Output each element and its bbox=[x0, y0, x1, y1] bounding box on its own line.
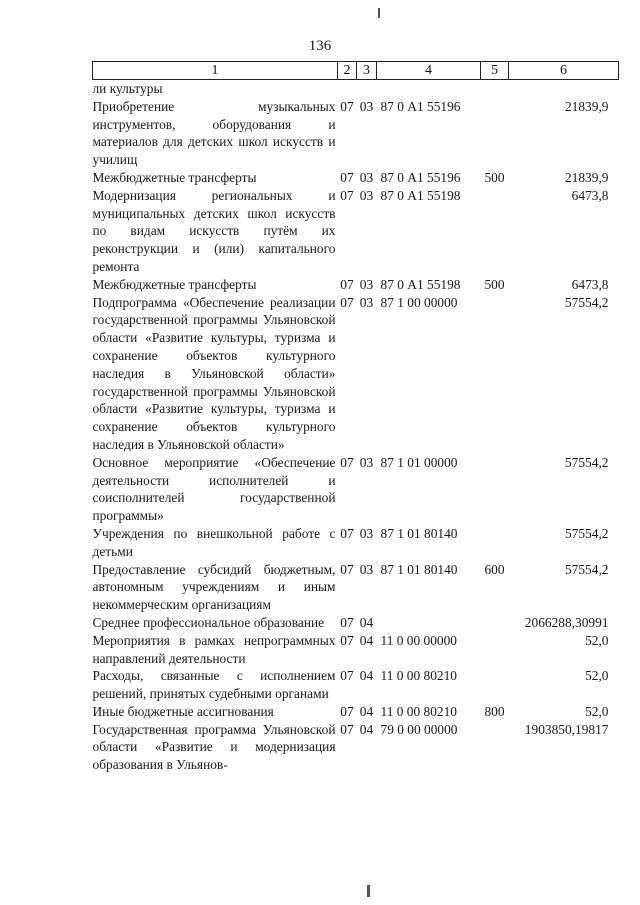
cell-amount: 57554,2 bbox=[564, 294, 609, 310]
table-row bbox=[93, 561, 619, 614]
cell-subsection: 04 bbox=[359, 632, 374, 648]
table-row bbox=[93, 98, 619, 169]
column-header-expense-type: 5 bbox=[481, 62, 509, 80]
cell-section: 07 bbox=[340, 98, 354, 114]
cell-amount: 6473,8 bbox=[571, 276, 609, 292]
cell-section: 07 bbox=[340, 614, 354, 630]
cell-amount: 52,0 bbox=[585, 703, 609, 719]
cell-amount: 2066288,30991 bbox=[524, 614, 609, 630]
cell-target-article: 87 0 А1 55196 bbox=[380, 169, 461, 185]
cell-target-article: 87 1 01 00000 bbox=[380, 454, 458, 470]
cell-expense-type: 800 bbox=[484, 703, 505, 719]
column-header-subsection: 3 bbox=[357, 62, 377, 80]
cell-subsection: 03 bbox=[359, 525, 374, 541]
cell-subsection: 03 bbox=[359, 454, 374, 470]
column-header-name: 1 bbox=[93, 62, 338, 80]
cell-target-article: 87 1 01 80140 bbox=[380, 525, 458, 541]
column-header-target-article: 4 bbox=[377, 62, 481, 80]
cell-subsection: 03 bbox=[359, 98, 374, 114]
cell-expense-type bbox=[481, 667, 509, 703]
cell-amount: 21839,9 bbox=[564, 169, 609, 185]
table-row bbox=[93, 276, 619, 294]
cell-expense-type bbox=[481, 80, 509, 98]
cell-target-article: 11 0 00 80210 bbox=[380, 668, 457, 684]
cell-section: 07 bbox=[340, 721, 354, 737]
cell-subsection bbox=[357, 80, 377, 98]
cell-amount bbox=[509, 80, 619, 98]
page-number: 136 bbox=[308, 38, 332, 54]
cell-subsection: 03 bbox=[359, 561, 374, 577]
cell-amount: 57554,2 bbox=[564, 561, 609, 577]
cell-section: 07 bbox=[340, 668, 354, 684]
scan-mark-top bbox=[378, 8, 380, 18]
cell-amount: 6473,8 bbox=[571, 187, 609, 203]
table-row bbox=[93, 632, 619, 668]
cell-amount: 52,0 bbox=[585, 632, 609, 648]
cell-section: 07 bbox=[340, 561, 354, 577]
cell-subsection: 04 bbox=[359, 703, 374, 719]
cell-section: 07 bbox=[340, 525, 354, 541]
cell-name: Иные бюджетные ассигнования bbox=[92, 703, 274, 719]
table-row bbox=[93, 667, 619, 703]
cell-amount: 1903850,19817 bbox=[524, 721, 609, 737]
cell-expense-type bbox=[481, 632, 509, 668]
cell-subsection: 03 bbox=[359, 276, 374, 292]
cell-subsection: 03 bbox=[359, 187, 374, 203]
cell-name: Среднее профессиональное образование bbox=[92, 614, 325, 630]
cell-target-article: 79 0 00 00000 bbox=[380, 721, 458, 737]
table-row bbox=[93, 169, 619, 187]
cell-target-article: 87 0 А1 55198 bbox=[380, 276, 461, 292]
cell-section: 07 bbox=[340, 454, 354, 470]
cell-name: Межбюджетные трансферты bbox=[92, 276, 257, 292]
scan-mark-bottom bbox=[367, 885, 370, 897]
cell-expense-type bbox=[481, 98, 509, 169]
cell-section: 07 bbox=[340, 294, 354, 310]
cell-name: Учреждения по внешкольной работе с детьми bbox=[92, 525, 336, 559]
cell-section: 07 bbox=[340, 276, 354, 292]
cell-name: ли культуры bbox=[92, 81, 163, 96]
cell-name: Государственная программа Ульяновской области «Развитие и модернизация образования в Ульянов- bbox=[92, 721, 336, 773]
cell-name: Предоставление субсидий бюджетным, автономным учреждениям и иным некоммерческим организациям bbox=[92, 561, 336, 613]
cell-target-article: 11 0 00 80210 bbox=[380, 703, 457, 719]
table-row bbox=[93, 187, 619, 276]
table-row bbox=[93, 703, 619, 721]
column-header-section: 2 bbox=[338, 62, 357, 80]
cell-expense-type bbox=[481, 721, 509, 774]
cell-amount: 21839,9 bbox=[564, 98, 609, 114]
cell-name: Межбюджетные трансферты bbox=[92, 169, 257, 185]
cell-expense-type bbox=[481, 614, 509, 632]
table-row bbox=[93, 294, 619, 454]
cell-target-article bbox=[377, 80, 481, 98]
cell-amount: 57554,2 bbox=[564, 454, 609, 470]
column-header-amount: 6 bbox=[509, 62, 619, 80]
cell-expense-type bbox=[481, 187, 509, 276]
cell-expense-type bbox=[481, 454, 509, 525]
cell-target-article: 87 0 А1 55198 bbox=[380, 187, 461, 203]
cell-name: Подпрограмма «Обеспечение реализации государственной программы Ульяновской области «Развитие культуры, туризма и сохранение объектов культурного наследия в Ульяновской области» государственной программы Ульяновской области «Развитие культуры, туризма и сохранение объектов культурного наследия в Ульяновской области» bbox=[92, 294, 336, 452]
cell-target-article: 87 1 01 80140 bbox=[380, 561, 458, 577]
cell-subsection: 03 bbox=[359, 169, 374, 185]
cell-subsection: 04 bbox=[359, 614, 374, 630]
cell-subsection: 03 bbox=[359, 294, 374, 310]
cell-target-article: 87 1 00 00000 bbox=[380, 294, 458, 310]
cell-name: Модернизация региональных и муниципальных детских школ искусств по видам искусств путём их реконструкции и (или) капитального ремонта bbox=[92, 187, 336, 274]
cell-section: 07 bbox=[340, 703, 354, 719]
table-row bbox=[93, 614, 619, 632]
cell-section: 07 bbox=[340, 169, 354, 185]
cell-expense-type: 600 bbox=[484, 561, 505, 577]
budget-table bbox=[92, 61, 619, 774]
cell-subsection: 04 bbox=[359, 668, 374, 684]
cell-section: 07 bbox=[340, 187, 354, 203]
table-body bbox=[93, 80, 619, 775]
cell-name: Расходы, связанные с исполнением решений, принятых судебными органами bbox=[92, 668, 336, 702]
cell-name: Основное мероприятие «Обеспечение деятельности исполнителей и соисполнителей государственной программы» bbox=[92, 454, 336, 524]
table-row bbox=[93, 525, 619, 561]
cell-expense-type bbox=[481, 294, 509, 454]
table-header-row bbox=[93, 62, 619, 80]
cell-target-article bbox=[377, 614, 481, 632]
cell-section: 07 bbox=[340, 632, 354, 648]
cell-name: Приобретение музыкальных инструментов, оборудования и материалов для детских школ искусств и училищ bbox=[92, 98, 336, 168]
cell-amount: 52,0 bbox=[585, 668, 609, 684]
cell-expense-type: 500 bbox=[484, 276, 505, 292]
table-row bbox=[93, 80, 619, 98]
table-row bbox=[93, 721, 619, 774]
table-row bbox=[93, 454, 619, 525]
cell-section bbox=[338, 80, 357, 98]
cell-name: Мероприятия в рамках непрограммных направлений деятельности bbox=[92, 632, 336, 666]
cell-expense-type: 500 bbox=[484, 169, 505, 185]
cell-target-article: 87 0 А1 55196 bbox=[380, 98, 461, 114]
cell-target-article: 11 0 00 00000 bbox=[380, 632, 457, 648]
cell-subsection: 04 bbox=[359, 721, 374, 737]
cell-amount: 57554,2 bbox=[564, 525, 609, 541]
cell-expense-type bbox=[481, 525, 509, 561]
